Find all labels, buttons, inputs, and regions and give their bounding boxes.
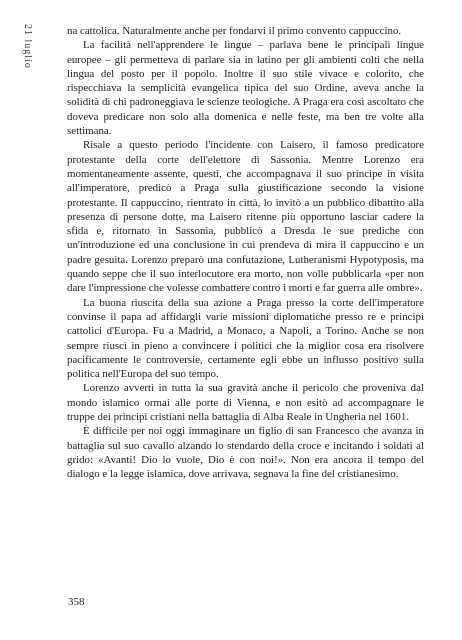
paragraph: È difficile per noi oggi immaginare un figlio di san Francesco che avanza in battaglia sul suo cavallo alzando lo stendardo della croce e incitando i soldati al grido: «Avanti! Dio lo vuole, Dio è con noi!». Non era ancora il tempo del dialogo e la legge islamica, dove arrivava, segnava la fine del cristianesimo. (67, 425, 424, 481)
paragraph: na cattolica. Naturalmente anche per fondarvi il primo convento cappuccino. (67, 25, 402, 37)
paragraph: La facilità nell'apprendere le lingue – parlava bene le principali lingue europee – gli permetteva di parlare sia in latino per gli ambienti colti che nella lingua del posto per il popolo. Inoltre il suo stile vivace e colorito, che rispecchiava la semplicità evangelica tipica del suo Ordine, aveva anche la solidità di chi padroneggiava le scienze teologiche. A Praga era così ascoltato che doveva predicare non solo alla domenica e nelle feste, ma ben tre volte alla settimana. (67, 39, 424, 138)
running-head-date: 21 luglio (22, 24, 33, 69)
page-number: 358 (68, 596, 85, 608)
paragraph: La buona riuscita della sua azione a Praga presso la corte dell'imperatore convinse il papa ad affidargli varie missioni diplomatiche presso re e principi cattolici d'Europa. Fu a Madrid, a Monaco, a Napoli, a Torino. Anche se non sempre riuscì in pieno a convincere i politici che la miglior cosa era risolvere pacificamente le controversie, certamente egli ebbe un influsso positivo sulla politica nell'Europa del suo tempo. (67, 296, 424, 381)
body-text (67, 24, 424, 482)
paragraph: Risale a questo periodo l'incidente con Laisero, il famoso predicatore protestante della corte dell'elettore di Sassonia. Mentre Lorenzo era momentaneamente assente, questi, che accompagnava il suo principe in visita all'imperatore, predicò a Praga sulla giustificazione secondo la visione protestante. Il cappuccino, rientrato in città, lo invitò a un pubblico dibattito alla presenza di persone dotte, ma Laisero ritenne più opportuno lasciar cadere la sfida e, ritornato in Sassonia, pubblicò a Dresda le sue prediche con un'introduzione ed una conclusione in cui prendeva di mira il cappuccino e un padre gesuita. Lorenzo preparò una confutazione, Lutheranismi Hypotyposis, ma quando seppe che il suo interlocutore era morto, non volle pubblicarla «per non dare l'impressione che volesse combattere contro i morti e far guerra alle ombre». (67, 139, 424, 295)
paragraph: Lorenzo avvertì in tutta la sua gravità anche il pericolo che proveniva dal mondo islamico ormai alle porte di Vienna, e non esitò ad accompagnare le truppe dei principi cristiani nella battaglia di Alba Reale in Ungheria nel 1601. (67, 382, 424, 424)
